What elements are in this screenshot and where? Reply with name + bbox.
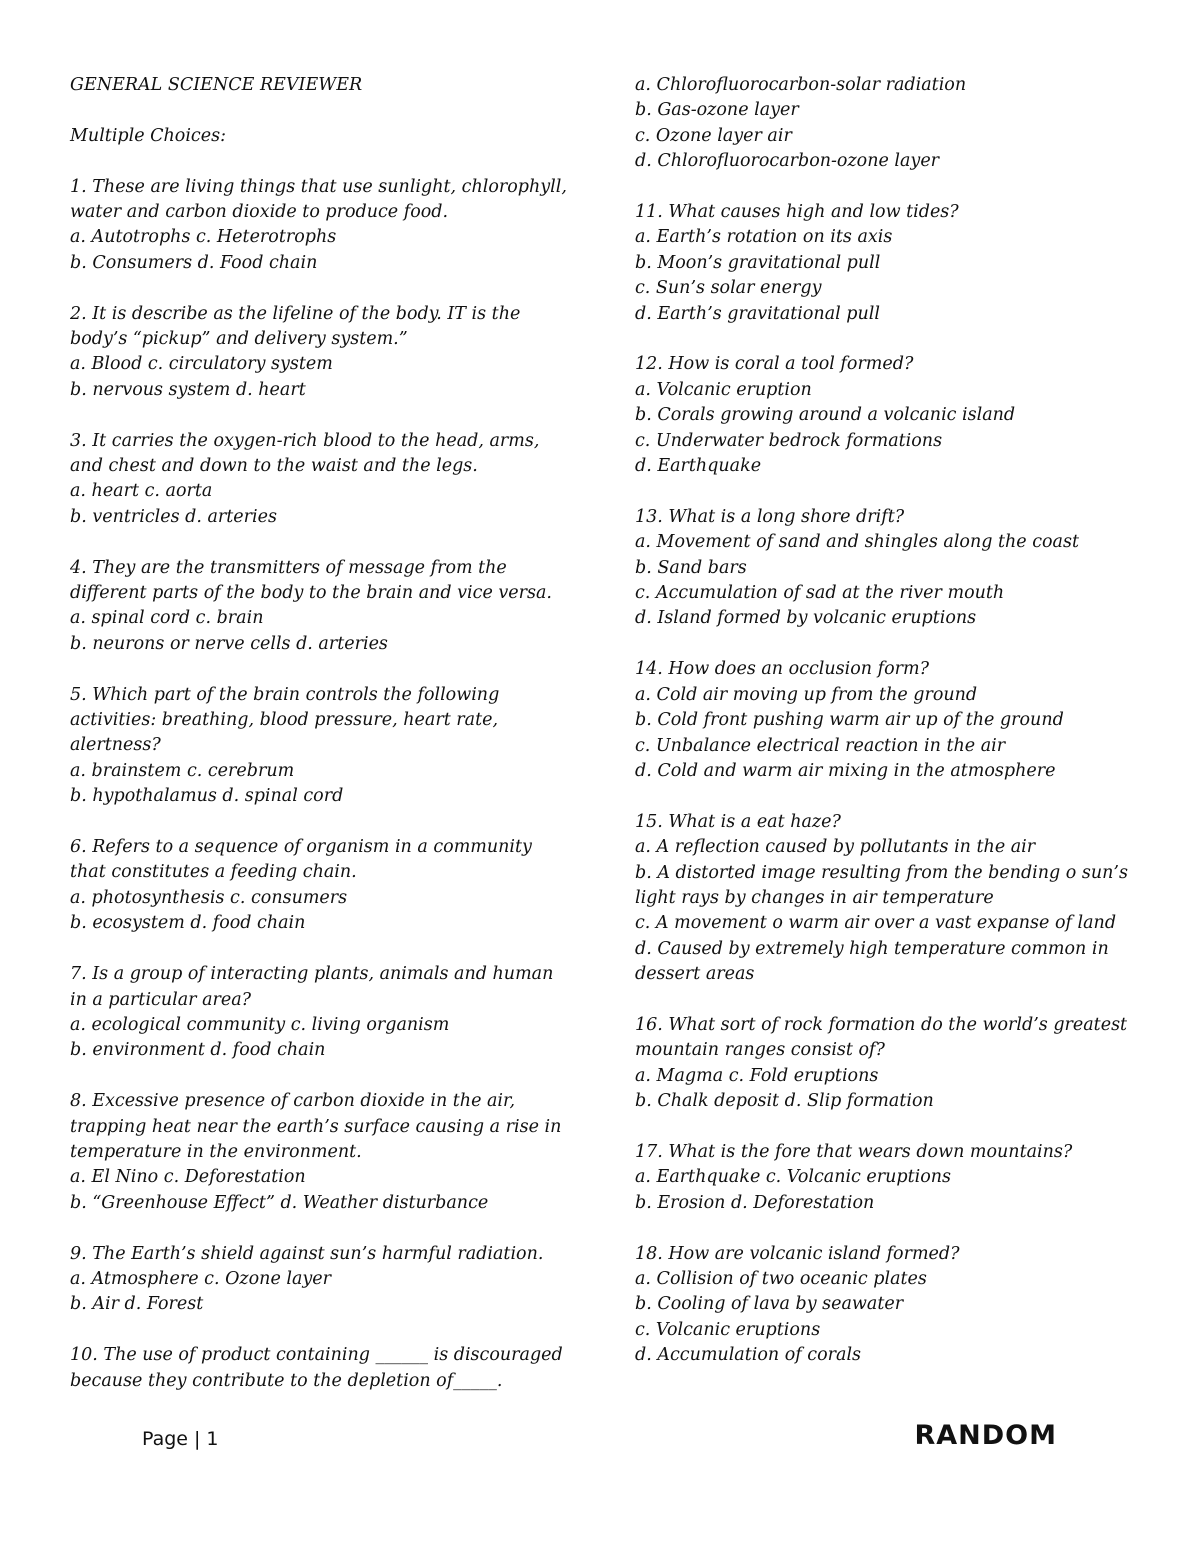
question-block xyxy=(70,175,570,277)
question-text-line: d. Chlorofluorocarbon-ozone layer xyxy=(635,151,940,172)
question-text-line: d. Accumulation of corals xyxy=(635,1345,862,1366)
question-text-line: d. Caused by extremely high temperature common in xyxy=(635,938,1109,959)
question-text-line: in a particular area? xyxy=(70,989,252,1010)
question-text-line: water and carbon dioxide to produce food. xyxy=(70,202,449,222)
question-text-line: b. “Greenhouse Effect” d. Weather disturbance xyxy=(70,1192,489,1213)
question-text-line: a. El Nino c. Deforestation xyxy=(70,1167,306,1188)
question-text-line: c. Ozone layer air xyxy=(635,125,792,146)
question-block xyxy=(635,73,1155,175)
question-line: 6. Refers to a sequence of organism in a community xyxy=(70,837,532,858)
question-text-line: because they contribute to the depletion of_____. xyxy=(70,1370,503,1391)
question-text-line: b. neurons or nerve cells d. arteries xyxy=(70,633,388,654)
question-text-line: b. Chalk deposit d. Slip formation xyxy=(635,1091,934,1112)
right-question-list xyxy=(635,73,1155,1369)
section-heading: Multiple Choices: xyxy=(70,125,226,146)
question-text-line: different parts of the body to the brain and vice versa. xyxy=(70,583,552,604)
question-text-line: light rays by changes in air temperature xyxy=(635,887,994,908)
question-text-line: c. Volcanic eruptions xyxy=(635,1319,821,1340)
question-block xyxy=(635,352,1155,479)
question-block xyxy=(70,1343,570,1394)
question-block xyxy=(635,810,1155,988)
question-text-line: a. Volcanic eruption xyxy=(635,379,812,400)
footer-tag: RANDOM xyxy=(914,1420,1057,1451)
question-text-line: trapping heat near the earth’s surface causing a rise in xyxy=(70,1116,562,1137)
question-line: 1. These are living things that use sunlight, chlorophyll, xyxy=(70,176,567,197)
question-text-line: a. brainstem c. cerebrum xyxy=(70,760,295,781)
page-separator: | xyxy=(194,1428,201,1450)
question-text-line: c. Unbalance electrical reaction in the air xyxy=(635,735,1006,756)
question-line: 15. What is a eat haze? xyxy=(635,811,841,832)
question-line: 7. Is a group of interacting plants, animals and human xyxy=(70,964,554,985)
question-text-line: a. Collision of two oceanic plates xyxy=(635,1268,927,1289)
question-text-line: b. Air d. Forest xyxy=(70,1294,204,1315)
question-line: 4. They are the transmitters of message from the xyxy=(70,557,507,578)
question-block xyxy=(70,556,570,658)
question-text-line: that constitutes a feeding chain. xyxy=(70,862,357,883)
question-block xyxy=(635,505,1155,632)
question-block xyxy=(635,1242,1155,1369)
page-label: Page xyxy=(142,1428,188,1450)
left-question-list xyxy=(70,175,570,1394)
question-text-line: c. Sun’s solar energy xyxy=(635,278,822,299)
question-text-line: b. Moon’s gravitational pull xyxy=(635,252,881,273)
question-block xyxy=(70,1089,570,1216)
question-text-line: temperature in the environment. xyxy=(70,1141,362,1162)
question-text-line: b. Gas-ozone layer xyxy=(635,100,799,121)
question-block xyxy=(70,962,570,1064)
question-text-line: b. Erosion d. Deforestation xyxy=(635,1192,875,1213)
question-line: 9. The Earth’s shield against sun’s harmful radiation. xyxy=(70,1243,544,1264)
question-line: 12. How is coral a tool formed? xyxy=(635,354,914,375)
question-text-line: c. A movement o warm air over a vast expanse of land xyxy=(635,913,1117,934)
question-line: 13. What is a long shore drift? xyxy=(635,506,905,527)
question-line: 11. What causes high and low tides? xyxy=(635,202,959,223)
question-line: 10. The use of product containing ______ is discouraged xyxy=(70,1345,563,1366)
question-line: 14. How does an occlusion form? xyxy=(635,659,929,680)
question-text-line: a. Earthquake c. Volcanic eruptions xyxy=(635,1167,952,1188)
question-block xyxy=(635,657,1155,784)
question-text-line: b. ventricles d. arteries xyxy=(70,506,277,527)
left-column xyxy=(70,73,570,1394)
question-text-line: a. ecological community c. living organism xyxy=(70,1014,450,1035)
question-block xyxy=(70,429,570,531)
question-text-line: a. Cold air moving up from the ground xyxy=(635,684,978,705)
question-text-line: a. photosynthesis c. consumers xyxy=(70,887,348,908)
question-text-line: mountain ranges consist of? xyxy=(635,1040,885,1061)
question-text-line: b. nervous system d. heart xyxy=(70,379,306,400)
question-block xyxy=(635,200,1155,327)
question-text-line: alertness? xyxy=(70,735,161,756)
question-text-line: d. Island formed by volcanic eruptions xyxy=(635,608,977,629)
question-text-line: activities: breathing, blood pressure, heart rate, xyxy=(70,710,499,731)
question-text-line: b. Consumers d. Food chain xyxy=(70,252,318,273)
question-text-line: b. Corals growing around a volcanic island xyxy=(635,405,1016,426)
question-line: 3. It carries the oxygen-rich blood to the head, arms, xyxy=(70,430,540,451)
question-block xyxy=(70,683,570,810)
question-text-line: a. Atmosphere c. Ozone layer xyxy=(70,1268,332,1289)
page-number: 1 xyxy=(206,1428,219,1450)
question-text-line: d. Cold and warm air mixing in the atmosphere xyxy=(635,760,1056,781)
question-text-line: a. spinal cord c. brain xyxy=(70,608,264,629)
question-block xyxy=(635,1013,1155,1115)
question-block xyxy=(635,1140,1155,1216)
question-text-line: b. Cooling of lava by seawater xyxy=(635,1294,904,1315)
question-block xyxy=(70,835,570,937)
question-block xyxy=(70,1242,570,1318)
question-line: 17. What is the fore that wears down mountains? xyxy=(635,1141,1073,1162)
question-text-line: b. Cold front pushing warm air up of the ground xyxy=(635,710,1064,731)
question-text-line: d. Earthquake xyxy=(635,456,762,477)
question-text-line: b. A distorted image resulting from the bending o sun’s xyxy=(635,862,1128,883)
question-text-line: a. Magma c. Fold eruptions xyxy=(635,1065,879,1086)
question-text-line: a. Earth’s rotation on its axis xyxy=(635,227,893,248)
question-text-line: body’s “pickup” and delivery system.” xyxy=(70,329,408,350)
question-block xyxy=(70,302,570,404)
question-text-line: a. Autotrophs c. Heterotrophs xyxy=(70,227,337,248)
question-text-line: c. Underwater bedrock formations xyxy=(635,430,943,451)
question-text-line: b. ecosystem d. food chain xyxy=(70,913,306,934)
question-text-line: d. Earth’s gravitational pull xyxy=(635,303,880,324)
question-text-line: c. Accumulation of sad at the river mouth xyxy=(635,583,1005,604)
question-text-line: a. Movement of sand and shingles along the coast xyxy=(635,532,1079,553)
question-text-line: b. environment d. food chain xyxy=(70,1040,326,1061)
document-title: GENERAL SCIENCE REVIEWER xyxy=(70,75,363,95)
question-line: 8. Excessive presence of carbon dioxide in the air, xyxy=(70,1091,516,1112)
question-text-line: b. Sand bars xyxy=(635,557,747,578)
question-line: 16. What sort of rock formation do the world’s greatest xyxy=(635,1014,1128,1035)
right-column xyxy=(635,73,1155,1369)
question-text-line: a. Blood c. circulatory system xyxy=(70,354,333,375)
question-line: a. Chlorofluorocarbon-solar radiation xyxy=(635,75,967,95)
question-line: 2. It is describe as the lifeline of the body. IT is the xyxy=(70,303,521,324)
question-text-line: a. A reflection caused by pollutants in the air xyxy=(635,837,1036,858)
question-line: 18. How are volcanic island formed? xyxy=(635,1243,960,1264)
question-text-line: a. heart c. aorta xyxy=(70,481,213,502)
question-text-line: and chest and down to the waist and the legs. xyxy=(70,456,478,477)
question-text-line: dessert areas xyxy=(635,964,755,985)
question-text-line: b. hypothalamus d. spinal cord xyxy=(70,786,344,807)
page-footer xyxy=(142,1428,219,1450)
question-line: 5. Which part of the brain controls the following xyxy=(70,684,500,705)
